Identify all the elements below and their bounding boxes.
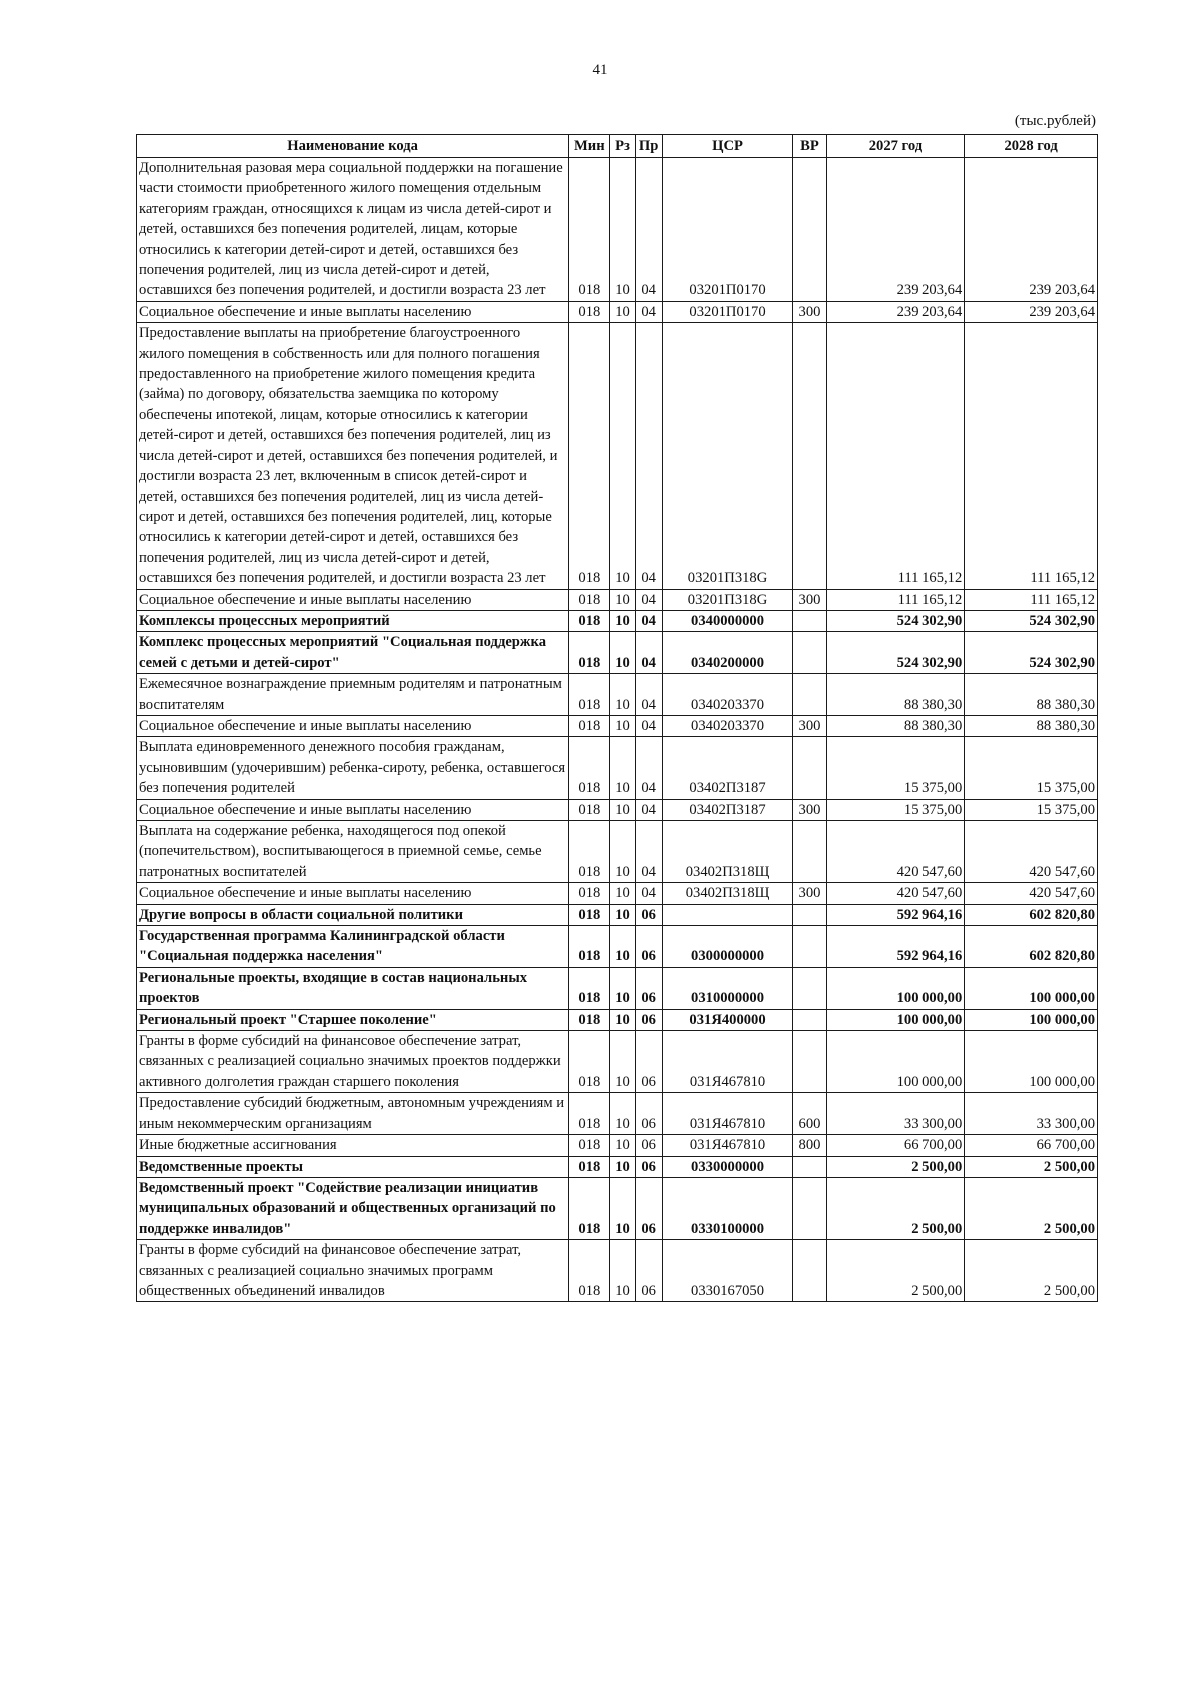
cell-rz: 10	[610, 737, 635, 799]
table-row	[137, 1093, 1098, 1135]
cell-csr: 031Я467810	[662, 1135, 793, 1156]
header-pr: Пр	[635, 135, 662, 158]
cell-csr: 03402П3187	[662, 737, 793, 799]
cell-name: Социальное обеспечение и иные выплаты населению	[137, 301, 569, 322]
table-header-row	[137, 135, 1098, 158]
cell-name: Ведомственные проекты	[137, 1156, 569, 1177]
cell-name: Социальное обеспечение и иные выплаты населению	[137, 799, 569, 820]
cell-pr: 06	[635, 1009, 662, 1030]
cell-min: 018	[569, 1156, 610, 1177]
cell-pr: 04	[635, 883, 662, 904]
cell-2027: 66 700,00	[826, 1135, 965, 1156]
cell-rz: 10	[610, 967, 635, 1009]
cell-vr	[793, 1156, 826, 1177]
cell-csr: 03201П0170	[662, 158, 793, 302]
cell-2028: 602 820,80	[965, 926, 1098, 968]
cell-csr: 03402П318Щ	[662, 883, 793, 904]
cell-2027: 524 302,90	[826, 632, 965, 674]
cell-name: Дополнительная разовая мера социальной поддержки на погашение части стоимости приобретенного жилого помещения отдельным категориям граждан, относящихся к лицам из числа детей-сирот и детей, оставшихся без попечения родителей, лицам, которые относились к категории детей-сирот и детей, оставшихся без попечения родителей, лиц из числа детей-сирот и детей, оставшихся без попечения родителей, и достигли возраста 23 лет	[137, 158, 569, 302]
cell-name: Другие вопросы в области социальной политики	[137, 904, 569, 925]
cell-2028: 66 700,00	[965, 1135, 1098, 1156]
cell-pr: 06	[635, 904, 662, 925]
cell-2027: 2 500,00	[826, 1156, 965, 1177]
cell-min: 018	[569, 610, 610, 631]
cell-name: Социальное обеспечение и иные выплаты населению	[137, 883, 569, 904]
cell-name: Выплата на содержание ребенка, находящегося под опекой (попечительством), воспитывающегося в приемной семье, семье патронатных воспитателей	[137, 821, 569, 883]
table-row	[137, 674, 1098, 716]
header-min: Мин	[569, 135, 610, 158]
cell-min: 018	[569, 158, 610, 302]
cell-2028: 88 380,30	[965, 674, 1098, 716]
table-body	[137, 158, 1098, 1302]
cell-pr: 06	[635, 967, 662, 1009]
cell-name: Гранты в форме субсидий на финансовое обеспечение затрат, связанных с реализацией социально значимых программ общественных объединений инвалидов	[137, 1240, 569, 1302]
cell-2028: 239 203,64	[965, 301, 1098, 322]
cell-2027: 2 500,00	[826, 1240, 965, 1302]
table-row	[137, 301, 1098, 322]
cell-vr: 300	[793, 715, 826, 736]
cell-2027: 88 380,30	[826, 715, 965, 736]
cell-name: Региональный проект "Старшее поколение"	[137, 1009, 569, 1030]
cell-csr: 031Я467810	[662, 1093, 793, 1135]
cell-rz: 10	[610, 715, 635, 736]
table-row	[137, 737, 1098, 799]
cell-vr	[793, 158, 826, 302]
cell-2028: 524 302,90	[965, 610, 1098, 631]
cell-pr: 04	[635, 821, 662, 883]
cell-csr	[662, 904, 793, 925]
cell-pr: 06	[635, 1135, 662, 1156]
cell-pr: 06	[635, 1093, 662, 1135]
cell-vr	[793, 1031, 826, 1093]
cell-2028: 2 500,00	[965, 1156, 1098, 1177]
cell-2027: 15 375,00	[826, 737, 965, 799]
cell-csr: 0340203370	[662, 674, 793, 716]
cell-2027: 2 500,00	[826, 1177, 965, 1239]
cell-min: 018	[569, 1093, 610, 1135]
cell-pr: 04	[635, 301, 662, 322]
cell-rz: 10	[610, 610, 635, 631]
cell-rz: 10	[610, 1156, 635, 1177]
cell-rz: 10	[610, 1135, 635, 1156]
cell-csr: 03402П318Щ	[662, 821, 793, 883]
cell-min: 018	[569, 715, 610, 736]
cell-rz: 10	[610, 1177, 635, 1239]
table-row	[137, 1240, 1098, 1302]
cell-pr: 04	[635, 610, 662, 631]
table-row	[137, 610, 1098, 631]
table-row	[137, 715, 1098, 736]
cell-2027: 111 165,12	[826, 323, 965, 589]
cell-2028: 602 820,80	[965, 904, 1098, 925]
cell-2028: 15 375,00	[965, 799, 1098, 820]
cell-csr: 0330167050	[662, 1240, 793, 1302]
cell-2028: 100 000,00	[965, 1009, 1098, 1030]
cell-min: 018	[569, 1009, 610, 1030]
table-row	[137, 1009, 1098, 1030]
cell-2028: 111 165,12	[965, 323, 1098, 589]
cell-min: 018	[569, 1240, 610, 1302]
cell-2028: 33 300,00	[965, 1093, 1098, 1135]
cell-csr: 0340200000	[662, 632, 793, 674]
cell-rz: 10	[610, 821, 635, 883]
cell-csr: 0310000000	[662, 967, 793, 1009]
cell-min: 018	[569, 589, 610, 610]
cell-csr: 0340203370	[662, 715, 793, 736]
cell-vr	[793, 1177, 826, 1239]
cell-name: Ведомственный проект "Содействие реализации инициатив муниципальных образований и общественных организаций по поддержке инвалидов"	[137, 1177, 569, 1239]
cell-vr	[793, 323, 826, 589]
cell-vr: 600	[793, 1093, 826, 1135]
cell-min: 018	[569, 632, 610, 674]
cell-name: Комплекс процессных мероприятий "Социальная поддержка семей с детьми и детей-сирот"	[137, 632, 569, 674]
cell-vr	[793, 737, 826, 799]
cell-pr: 06	[635, 1240, 662, 1302]
table-row	[137, 926, 1098, 968]
cell-pr: 04	[635, 323, 662, 589]
cell-2027: 111 165,12	[826, 589, 965, 610]
cell-pr: 06	[635, 1156, 662, 1177]
cell-vr	[793, 926, 826, 968]
cell-rz: 10	[610, 323, 635, 589]
header-2028: 2028 год	[965, 135, 1098, 158]
cell-vr	[793, 904, 826, 925]
cell-name: Комплексы процессных мероприятий	[137, 610, 569, 631]
cell-min: 018	[569, 821, 610, 883]
cell-2028: 524 302,90	[965, 632, 1098, 674]
cell-name: Ежемесячное вознаграждение приемным родителям и патронатным воспитателям	[137, 674, 569, 716]
cell-pr: 04	[635, 799, 662, 820]
cell-2027: 524 302,90	[826, 610, 965, 631]
cell-csr: 0330000000	[662, 1156, 793, 1177]
cell-rz: 10	[610, 674, 635, 716]
cell-vr	[793, 1009, 826, 1030]
cell-pr: 04	[635, 589, 662, 610]
cell-2027: 33 300,00	[826, 1093, 965, 1135]
cell-vr	[793, 632, 826, 674]
cell-rz: 10	[610, 799, 635, 820]
cell-2027: 88 380,30	[826, 674, 965, 716]
cell-name: Гранты в форме субсидий на финансовое обеспечение затрат, связанных с реализацией социально значимых проектов поддержки активного долголетия граждан старшего поколения	[137, 1031, 569, 1093]
cell-2028: 420 547,60	[965, 821, 1098, 883]
cell-name: Социальное обеспечение и иные выплаты населению	[137, 589, 569, 610]
cell-min: 018	[569, 301, 610, 322]
cell-rz: 10	[610, 589, 635, 610]
table-row	[137, 589, 1098, 610]
budget-table	[136, 134, 1098, 1302]
cell-2027: 15 375,00	[826, 799, 965, 820]
units-label: (тыс.рублей)	[1014, 113, 1096, 129]
cell-name: Предоставление субсидий бюджетным, автономным учреждениям и иным некоммерческим организациям	[137, 1093, 569, 1135]
cell-2028: 239 203,64	[965, 158, 1098, 302]
cell-2028: 111 165,12	[965, 589, 1098, 610]
table-row	[137, 904, 1098, 925]
cell-min: 018	[569, 967, 610, 1009]
cell-rz: 10	[610, 632, 635, 674]
cell-min: 018	[569, 1177, 610, 1239]
cell-pr: 04	[635, 158, 662, 302]
cell-min: 018	[569, 883, 610, 904]
cell-vr: 800	[793, 1135, 826, 1156]
cell-2027: 420 547,60	[826, 883, 965, 904]
cell-pr: 04	[635, 715, 662, 736]
cell-min: 018	[569, 904, 610, 925]
cell-name: Предоставление выплаты на приобретение благоустроенного жилого помещения в собственность или для полного погашения предоставленного на приобретение жилого помещения кредита (займа) по договору, обязательства заемщика по которому обеспечены ипотекой, лицам, которые относились к категории детей-сирот и детей, оставшихся без попечения родителей, лиц из числа детей-сирот и детей, оставшихся без попечения родителей, и достигли возраста 23 лет, включенным в список детей-сирот и детей, оставшихся без попечения родителей, лиц из числа детей-сирот и детей, оставшихся без попечения родителей, лиц, которые относились к категории детей-сирот и детей, оставшихся без попечения родителей, лиц из числа детей-сирот и детей, оставшихся без попечения родителей, и достигли возраста 23 лет	[137, 323, 569, 589]
header-csr: ЦСР	[662, 135, 793, 158]
cell-vr	[793, 1240, 826, 1302]
table-row	[137, 1031, 1098, 1093]
cell-vr	[793, 674, 826, 716]
cell-rz: 10	[610, 883, 635, 904]
table-row	[137, 1135, 1098, 1156]
cell-csr: 031Я467810	[662, 1031, 793, 1093]
cell-rz: 10	[610, 1009, 635, 1030]
cell-min: 018	[569, 926, 610, 968]
cell-2027: 592 964,16	[826, 926, 965, 968]
table-row	[137, 1177, 1098, 1239]
cell-min: 018	[569, 1031, 610, 1093]
cell-pr: 06	[635, 926, 662, 968]
cell-rz: 10	[610, 926, 635, 968]
cell-vr: 300	[793, 301, 826, 322]
table-row	[137, 632, 1098, 674]
cell-2028: 2 500,00	[965, 1240, 1098, 1302]
cell-vr	[793, 821, 826, 883]
table-row	[137, 883, 1098, 904]
header-vr: ВР	[793, 135, 826, 158]
cell-csr: 0300000000	[662, 926, 793, 968]
cell-2027: 239 203,64	[826, 301, 965, 322]
cell-2027: 592 964,16	[826, 904, 965, 925]
cell-name: Социальное обеспечение и иные выплаты населению	[137, 715, 569, 736]
cell-rz: 10	[610, 1093, 635, 1135]
cell-vr: 300	[793, 589, 826, 610]
cell-csr: 031Я400000	[662, 1009, 793, 1030]
cell-min: 018	[569, 799, 610, 820]
cell-rz: 10	[610, 904, 635, 925]
cell-vr: 300	[793, 883, 826, 904]
cell-min: 018	[569, 674, 610, 716]
header-rz: Рз	[610, 135, 635, 158]
cell-csr: 03402П3187	[662, 799, 793, 820]
cell-2027: 239 203,64	[826, 158, 965, 302]
cell-csr: 03201П318G	[662, 589, 793, 610]
cell-2027: 420 547,60	[826, 821, 965, 883]
table-row	[137, 158, 1098, 302]
cell-2028: 15 375,00	[965, 737, 1098, 799]
cell-name: Государственная программа Калининградской области "Социальная поддержка населения"	[137, 926, 569, 968]
cell-csr: 0340000000	[662, 610, 793, 631]
cell-2027: 100 000,00	[826, 1031, 965, 1093]
cell-csr: 03201П0170	[662, 301, 793, 322]
cell-2028: 420 547,60	[965, 883, 1098, 904]
cell-2028: 100 000,00	[965, 1031, 1098, 1093]
cell-csr: 03201П318G	[662, 323, 793, 589]
cell-2027: 100 000,00	[826, 967, 965, 1009]
table-row	[137, 323, 1098, 589]
cell-name: Иные бюджетные ассигнования	[137, 1135, 569, 1156]
table-row	[137, 1156, 1098, 1177]
cell-vr: 300	[793, 799, 826, 820]
cell-min: 018	[569, 323, 610, 589]
cell-2028: 2 500,00	[965, 1177, 1098, 1239]
table-row	[137, 799, 1098, 820]
header-name: Наименование кода	[137, 135, 569, 158]
cell-rz: 10	[610, 158, 635, 302]
cell-csr: 0330100000	[662, 1177, 793, 1239]
cell-2028: 88 380,30	[965, 715, 1098, 736]
cell-vr	[793, 967, 826, 1009]
cell-pr: 06	[635, 1031, 662, 1093]
table-row	[137, 967, 1098, 1009]
cell-2027: 100 000,00	[826, 1009, 965, 1030]
cell-2028: 100 000,00	[965, 967, 1098, 1009]
cell-name: Выплата единовременного денежного пособия гражданам, усыновившим (удочерившим) ребенка-сироту, ребенка, оставшегося без попечения родителей	[137, 737, 569, 799]
cell-min: 018	[569, 737, 610, 799]
cell-name: Региональные проекты, входящие в состав национальных проектов	[137, 967, 569, 1009]
cell-vr	[793, 610, 826, 631]
page-number: 41	[592, 62, 608, 78]
table-row	[137, 821, 1098, 883]
cell-pr: 04	[635, 674, 662, 716]
cell-rz: 10	[610, 301, 635, 322]
cell-rz: 10	[610, 1031, 635, 1093]
cell-pr: 04	[635, 737, 662, 799]
cell-rz: 10	[610, 1240, 635, 1302]
cell-min: 018	[569, 1135, 610, 1156]
cell-pr: 06	[635, 1177, 662, 1239]
header-2027: 2027 год	[826, 135, 965, 158]
cell-pr: 04	[635, 632, 662, 674]
